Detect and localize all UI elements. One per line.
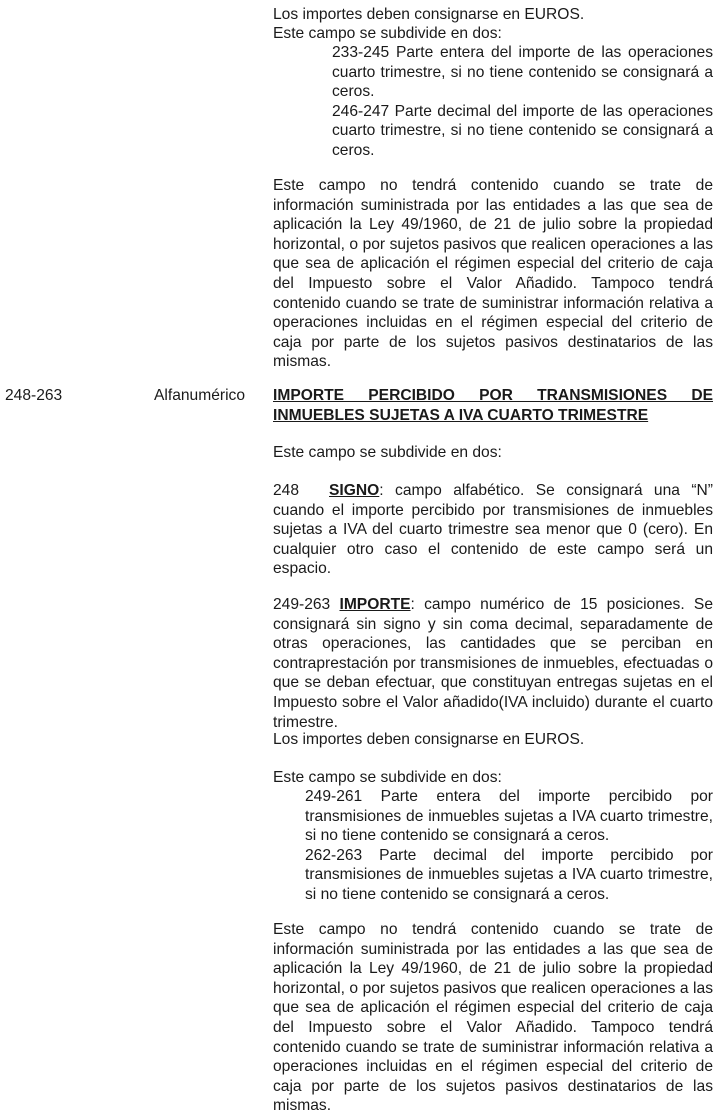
subfield-decimal-part-2: 262-263 Parte decimal del importe percibido por transmisiones de inmuebles sujetas a IVA cuarto trimestre, si no tiene contenido se consignará a ceros. bbox=[305, 846, 713, 903]
field-type: Alfanumérico bbox=[154, 387, 246, 404]
subfield-list-2 bbox=[273, 787, 713, 905]
field-title-line-2: INMUEBLES SUJETAS A IVA CUARTO TRIMESTRE bbox=[273, 406, 649, 424]
euros-line: Los importes deben consignarse en EUROS. bbox=[273, 6, 585, 23]
subfield-decimal-part: 246-247 Parte decimal del importe de las operaciones cuarto trimestre, si no tiene contenido se consignará a ceros. bbox=[332, 102, 713, 159]
subfield-integer-part-2: 249-261 Parte entera del importe percibido por transmisiones de inmuebles sujetas a IVA cuarto trimestre, si no tiene contenido se consignará a ceros. bbox=[305, 788, 713, 845]
importe-text: : campo numérico de 15 posiciones. Se consignará sin signo y sin coma decimal, separadamente de otras operaciones, las cantidades que se perciban en contraprestación por transmisiones de inmuebles, efectuadas o que se deban efectuar, que constituyan entregas sujetas en el Impuesto sobre el Valor añadido(IVA incluido) durante el cuarto trimestre. bbox=[273, 596, 713, 731]
importe-paragraph bbox=[273, 595, 713, 732]
importe-label: IMPORTE bbox=[339, 596, 411, 613]
subdivide-line: Este campo se subdivide en dos: bbox=[273, 25, 502, 42]
signo-label: SIGNO bbox=[329, 482, 380, 499]
signo-position: 248 bbox=[273, 482, 300, 499]
importe-position: 249-263 bbox=[273, 596, 331, 613]
field-title-line-1: IMPORTE PERCIBIDO POR TRANSMISIONES DE bbox=[273, 387, 713, 404]
field-subdivide: Este campo se subdivide en dos: bbox=[273, 444, 502, 461]
note-paragraph-1: Este campo no tendrá contenido cuando se trate de información suministrada por las entidades a las que sea de aplicación la Ley 49/1960, de 21 de julio sobre la propiedad horizontal, o por sujetos pasivos que realicen operaciones a las que sea de aplicación el régimen especial del criterio de caja del Impuesto sobre el Valor Añadido. Tampoco tendrá contenido cuando se trate de suministrar información relativa a operaciones incluidas en el régimen especial del criterio de caja por parte de los sujetos pasivos destinatarios de las mismas. bbox=[273, 177, 713, 371]
signo-text: : campo alfabético. Se consignará una “N” cuando el importe percibido por transmisiones de inmuebles sujetas a IVA del cuarto trimestre sea menor que 0 (cero). En cualquier otro caso el contenido de este campo será un espacio. bbox=[273, 482, 713, 578]
subfield-integer-part: 233-245 Parte entera del importe de las operaciones cuarto trimestre, si no tiene contenido se consignará a ceros. bbox=[332, 44, 713, 101]
signo-paragraph bbox=[273, 481, 713, 579]
field-position: 248-263 bbox=[5, 387, 63, 404]
subfield-list-1 bbox=[273, 43, 713, 161]
field-title bbox=[273, 386, 713, 425]
importe-euros: Los importes deben consignarse en EUROS. bbox=[273, 731, 585, 748]
note-paragraph-2: Este campo no tendrá contenido cuando se trate de información suministrada por las entidades a las que sea de aplicación la Ley 49/1960, de 21 de julio sobre la propiedad horizontal, o por sujetos pasivos que realicen operaciones a las que sea de aplicación el régimen especial del criterio de caja del Impuesto sobre el Valor Añadido. Tampoco tendrá contenido cuando se trate de suministrar información relativa a operaciones incluidas en el régimen especial del criterio de caja por parte de los sujetos pasivos destinatarios de las mismas. bbox=[273, 921, 713, 1115]
importe-subdivide: Este campo se subdivide en dos: bbox=[273, 769, 502, 786]
